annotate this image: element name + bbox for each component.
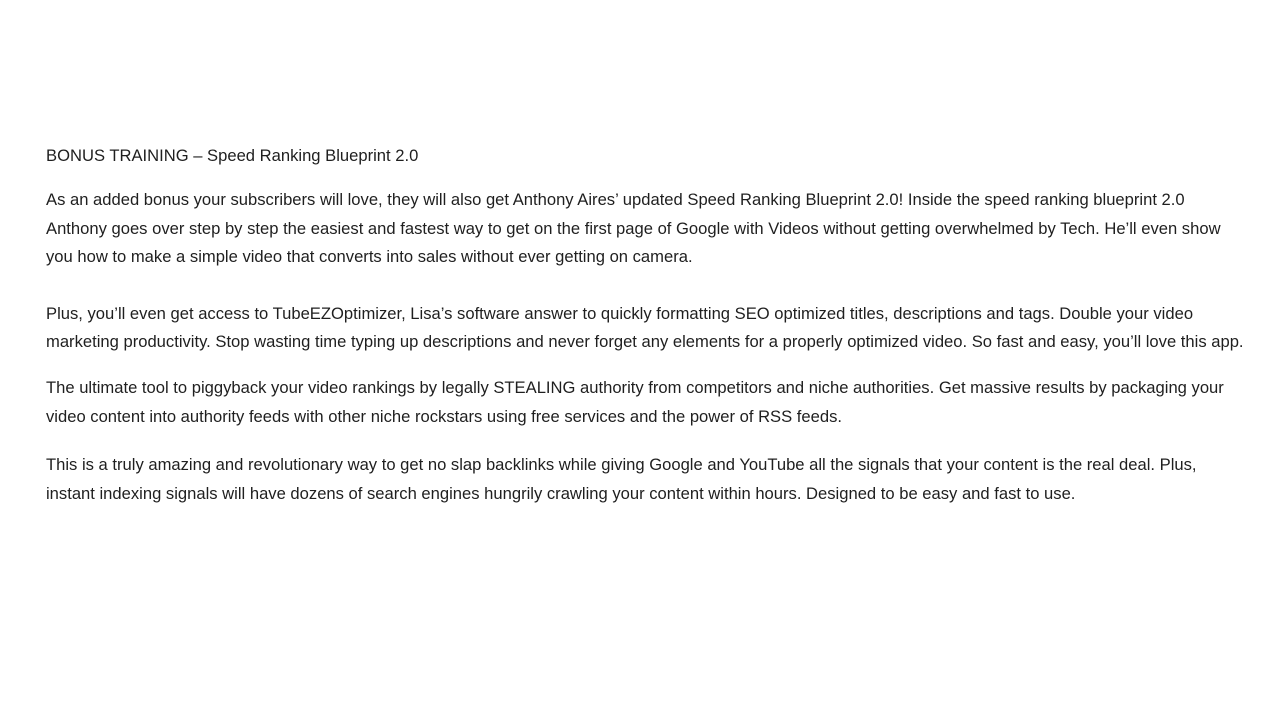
- document-title: BONUS TRAINING – Speed Ranking Blueprint 2.0: [46, 146, 419, 165]
- document-body: [46, 146, 1244, 508]
- paragraph-tubeezoptimizer: Plus, you’ll even get access to TubeEZOptimizer, Lisa’s software answer to quickly formatting SEO optimized titles, descriptions and tags. Double your video marketing productivity. Stop wasting time typing up descriptions and never forget any elements for a properly optimized video. So fast and easy, you’ll love this app.: [46, 303, 1244, 352]
- paragraph-speed-ranking-blueprint: As an added bonus your subscribers will love, they will also get Anthony Aires’ updated Speed Ranking Blueprint 2.0! Inside the speed ranking blueprint 2.0 Anthony goes over step by step the easiest and fastest way to get on the first page of Google with Videos without getting overwhelmed by Tech. He’ll even show you how to make a simple video that converts into sales without ever getting on camera.: [46, 190, 1221, 267]
- paragraph-backlinks-indexing: This is a truly amazing and revolutionary way to get no slap backlinks while giving Google and YouTube all the signals that your content is the real deal. Plus, instant indexing signals will have dozens of search engines hungrily crawling your content within hours. Designed to be easy and fast to use.: [46, 455, 1197, 503]
- paragraph-authority-feeds: The ultimate tool to piggyback your video rankings by legally STEALING authority from competitors and niche authorities. Get massive results by packaging your video content into authority feeds with other niche rockstars using free services and the power of RSS feeds.: [46, 377, 1224, 426]
